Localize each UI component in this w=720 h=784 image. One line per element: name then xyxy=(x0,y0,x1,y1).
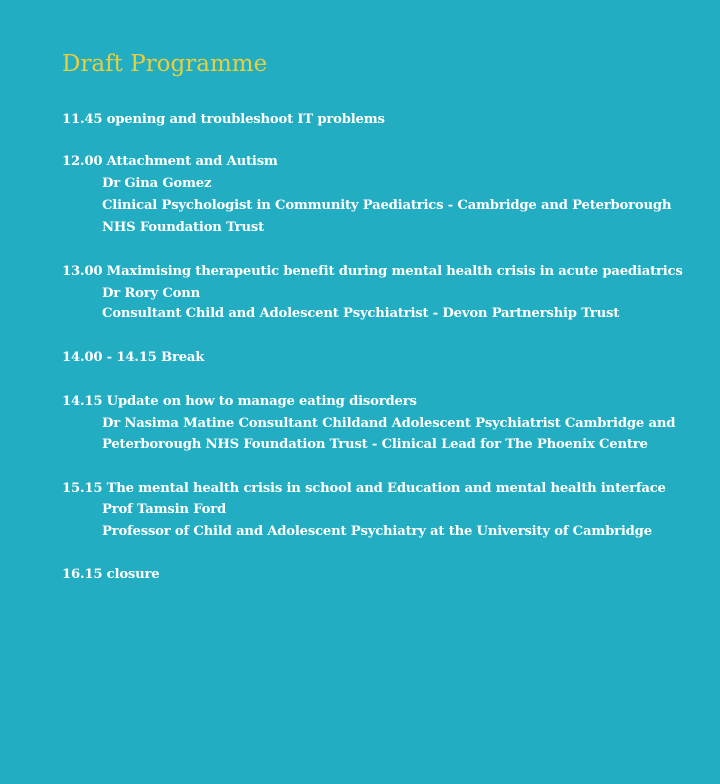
session-time-title: 15.15 The mental health crisis in school and Education and mental health interface xyxy=(62,481,666,496)
speaker-role-line: NHS Foundation Trust xyxy=(102,220,264,235)
speaker-role-line: Peterborough NHS Foundation Trust - Clinical Lead for The Phoenix Centre xyxy=(102,437,648,452)
speaker-name: Prof Tamsin Ford xyxy=(102,502,226,517)
speaker-role-line: Consultant Child and Adolescent Psychiatrist - Devon Partnership Trust xyxy=(102,306,620,321)
speaker-name: Dr Gina Gomez xyxy=(102,176,212,191)
speaker-role-line: Professor of Child and Adolescent Psychiatry at the University of Cambridge xyxy=(102,524,652,539)
session-time-title: 14.15 Update on how to manage eating disorders xyxy=(62,394,417,409)
page-title: Draft Programme xyxy=(62,51,268,77)
session-time-title: 13.00 Maximising therapeutic benefit during mental health crisis in acute paediatrics xyxy=(62,264,683,279)
session-time-title: 11.45 opening and troubleshoot IT problems xyxy=(62,112,385,127)
session-time-title: 12.00 Attachment and Autism xyxy=(62,154,278,169)
speaker-name: Dr Rory Conn xyxy=(102,286,201,301)
session-time-title: 14.00 - 14.15 Break xyxy=(62,350,205,365)
session-time-title: 16.15 closure xyxy=(62,567,160,582)
speaker-role-line: Clinical Psychologist in Community Paediatrics - Cambridge and Peterborough xyxy=(102,198,672,213)
speaker-name-and-role: Dr Nasima Matine Consultant Childand Adolescent Psychiatrist Cambridge and xyxy=(102,416,676,431)
